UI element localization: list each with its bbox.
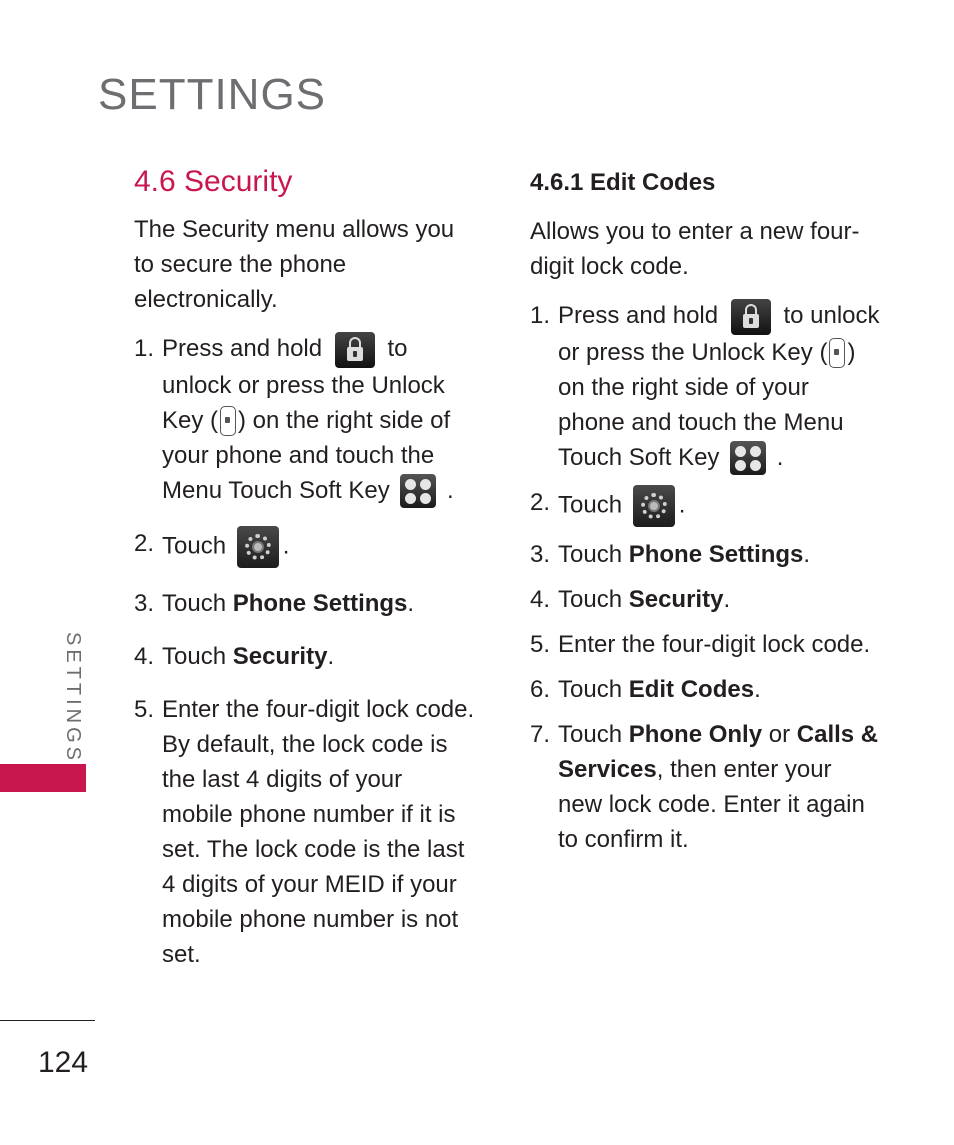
step-item — [134, 331, 479, 508]
step-text: Press and hold — [558, 302, 719, 329]
step-number: 3. — [134, 590, 155, 618]
step-number: 3. — [530, 541, 551, 569]
footer-divider — [0, 1020, 95, 1021]
step-text: . — [803, 541, 811, 569]
step-number: 1. — [530, 302, 551, 329]
step-text: . — [678, 491, 686, 519]
step-number: 2. — [134, 530, 155, 558]
unlock-key-icon — [829, 338, 845, 368]
step-text: . — [407, 590, 415, 618]
lock-icon — [335, 332, 375, 368]
settings-gear-icon — [633, 485, 675, 527]
step-text: , then enter your new lock code. Enter it again to confirm it. — [558, 756, 865, 854]
step-number: 4. — [134, 643, 155, 671]
menu-grid-icon — [400, 474, 436, 508]
step-number: 1. — [134, 335, 155, 362]
step-item — [134, 639, 479, 674]
step-text: Enter the four-digit lock code. — [558, 631, 871, 659]
step-item — [530, 582, 880, 617]
step-item — [134, 526, 479, 568]
step-text: Touch — [558, 491, 623, 519]
step-list — [134, 331, 479, 972]
sidebar-section-label: SETTINGS — [62, 632, 84, 765]
sidebar-tab-marker — [0, 764, 86, 792]
settings-gear-icon — [237, 526, 279, 568]
step-text: Touch — [558, 721, 623, 749]
subsection-intro: Allows you to enter a new four-digit lock code. — [530, 218, 860, 280]
step-text: Touch — [558, 586, 623, 614]
step-text: Press and hold — [162, 335, 323, 362]
lock-icon — [731, 299, 771, 335]
step-text: Touch — [162, 590, 227, 618]
step-text: to unlock or press the Unlock Key ( — [162, 335, 445, 434]
unlock-key-icon — [220, 406, 236, 436]
menu-name: Phone Only — [628, 721, 763, 749]
step-text: . — [754, 676, 761, 704]
step-item — [530, 537, 880, 572]
step-number: 5. — [530, 631, 551, 659]
step-number: 2. — [530, 489, 551, 517]
menu-name: Edit Codes — [628, 676, 755, 704]
menu-grid-icon — [730, 441, 766, 475]
section-title: 4.6 Security — [134, 165, 293, 198]
subsection-title: 4.6.1 Edit Codes — [530, 169, 716, 196]
step-text: . — [776, 443, 784, 471]
step-item — [530, 485, 880, 527]
step-number: 7. — [530, 721, 551, 749]
menu-name: Phone Settings — [232, 590, 408, 618]
page-number: 124 — [38, 1046, 89, 1079]
step-text: Touch — [558, 541, 623, 569]
left-column — [134, 162, 479, 990]
step-text: . — [327, 643, 335, 671]
step-number: 5. — [134, 696, 155, 724]
menu-name: Phone Settings — [628, 541, 804, 569]
step-text: Touch — [162, 532, 227, 560]
step-item — [134, 586, 479, 621]
step-list — [530, 298, 880, 857]
step-text: Enter the four-digit lock code. By default, the lock code is the last 4 digits of your mobile phone number if it is set. The lock code is the last 4 digits of your MEID if your mobile phone number is not set. — [162, 696, 475, 969]
step-text: Touch — [558, 676, 623, 704]
step-item — [530, 298, 880, 475]
step-text: . — [282, 532, 290, 560]
step-text: or — [768, 721, 791, 749]
right-column — [530, 162, 880, 867]
step-text: . — [723, 586, 731, 614]
menu-name: Security — [628, 586, 724, 614]
step-number: 4. — [530, 586, 551, 614]
step-number: 6. — [530, 676, 551, 704]
menu-name: Calls & Services — [558, 721, 879, 784]
step-text: ) on the right side of your phone and touch the Menu Touch Soft Key — [558, 338, 856, 471]
step-item — [530, 627, 880, 662]
step-text: ) on the right side of your phone and touch the Menu Touch Soft Key — [162, 406, 451, 504]
menu-name: Security — [232, 643, 328, 671]
step-item — [530, 672, 880, 707]
step-item — [530, 717, 880, 857]
step-text: Touch — [162, 643, 227, 671]
page-header-title: SETTINGS — [98, 70, 327, 119]
step-text: . — [447, 476, 454, 504]
step-text: to unlock or press the Unlock Key ( — [558, 302, 880, 366]
step-item — [134, 692, 479, 972]
section-intro: The Security menu allows you to secure the phone electronically. — [134, 216, 455, 313]
